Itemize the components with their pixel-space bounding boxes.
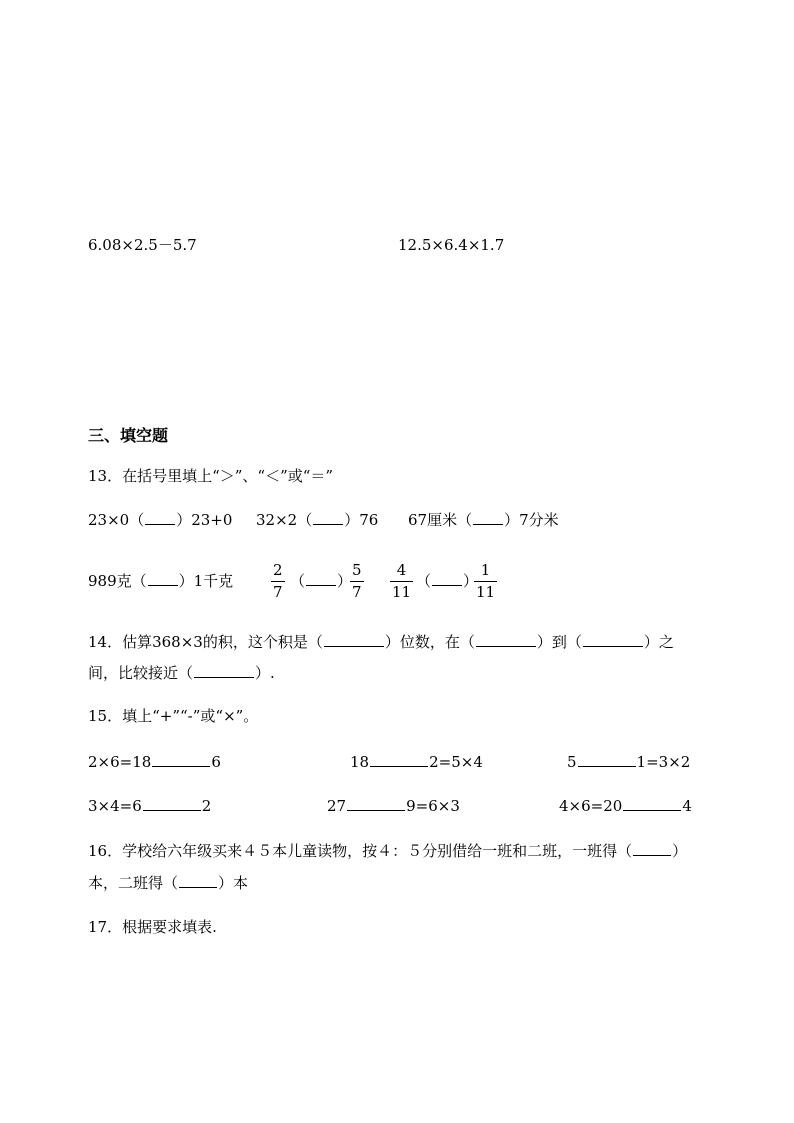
q15-r2-c3	[559, 799, 692, 814]
q14-text: ）位数，在（	[384, 633, 475, 651]
answer-blank[interactable]	[623, 809, 681, 811]
q15-expr-right: 9=6×3	[406, 797, 460, 815]
q16-text: 16．学校给六年级买来４５本儿童读物，按４：５分别借给一班和二班，一班得（	[88, 842, 633, 860]
q15-r1-c2	[350, 755, 483, 770]
q14-line1	[88, 635, 674, 650]
answer-blank[interactable]	[306, 584, 336, 586]
q13-row2-item3-blank	[416, 574, 478, 589]
q15-expr-left: 5	[567, 753, 577, 771]
fraction-numerator: 1	[480, 561, 491, 579]
q14-text: 14．估算368×3的积，这个积是（	[88, 633, 323, 651]
answer-blank[interactable]	[347, 809, 405, 811]
answer-blank[interactable]	[313, 523, 343, 525]
q16-line2	[88, 876, 248, 891]
q14-line2	[88, 666, 275, 681]
answer-blank[interactable]	[370, 765, 428, 767]
fraction-5-7	[350, 563, 364, 600]
answer-blank[interactable]	[432, 584, 462, 586]
fraction-denominator: 7	[273, 583, 283, 601]
q13-row1-item1-left: 23×0（	[88, 511, 145, 529]
fraction-denominator: 11	[392, 583, 412, 601]
q16-line1	[88, 844, 687, 859]
q15-r2-c2	[327, 799, 460, 814]
fraction-denominator: 11	[476, 583, 496, 601]
q13-row1-item3-left: 67厘米（	[408, 511, 473, 529]
q13-row1-item2	[256, 513, 378, 528]
fraction-4-11	[390, 563, 413, 600]
q15-prompt: 15．填上“+”“-”或“×”。	[88, 707, 259, 725]
fraction-1-11	[474, 563, 497, 600]
q13-row1-item3-right: ）7分米	[504, 511, 559, 529]
fraction-numerator: 5	[352, 561, 362, 579]
q16-text: ）本	[218, 874, 249, 892]
answer-blank[interactable]	[578, 765, 636, 767]
q15-expr-left: 2×6=18	[88, 753, 152, 771]
answer-blank[interactable]	[145, 523, 175, 525]
q15-expr-right: 4	[682, 797, 692, 815]
calc-expression-right: 12.5×6.4×1.7	[398, 236, 505, 254]
q13-row1-item2-left: 32×2（	[256, 511, 313, 529]
close-paren: ）	[463, 572, 479, 590]
fraction-2-7	[271, 563, 285, 600]
q16-text: ）	[672, 842, 688, 860]
answer-blank[interactable]	[476, 645, 536, 647]
q15-expr-right: 2	[201, 797, 212, 815]
fraction-numerator: 2	[273, 561, 283, 579]
q13-row2-item1-left: 989克（	[88, 572, 147, 590]
q13-prompt: 13．在括号里填上“＞”、“＜”或“＝”	[88, 467, 334, 485]
q15-r2-c1	[88, 799, 211, 814]
q14-text: ）.	[255, 664, 275, 682]
q14-text: ）之	[643, 633, 674, 651]
answer-blank[interactable]	[179, 886, 217, 888]
close-paren: ）	[337, 572, 353, 590]
q15-expr-left: 27	[327, 797, 347, 815]
q16-text: 本，二班得（	[88, 874, 179, 892]
q15-expr-left: 3×4=6	[88, 797, 142, 815]
q15-expr-right: 2=5×4	[429, 753, 483, 771]
answer-blank[interactable]	[633, 854, 671, 856]
q15-expr-left: 18	[350, 753, 370, 771]
q13-row1-item2-right: ）76	[344, 511, 379, 529]
q14-text: 间，比较接近（	[88, 664, 194, 682]
answer-blank[interactable]	[152, 765, 210, 767]
q15-expr-right: 1=3×2	[636, 753, 691, 771]
q15-expr-right: 6	[211, 753, 221, 771]
q15-expr-left: 4×6=20	[559, 797, 623, 815]
fraction-numerator: 4	[396, 561, 407, 579]
answer-blank[interactable]	[473, 523, 503, 525]
calc-expression-left: 6.08×2.5－5.7	[88, 236, 197, 254]
answer-blank[interactable]	[194, 676, 254, 678]
q14-text: ）到（	[536, 633, 582, 651]
section-heading: 三、填空题	[88, 426, 169, 445]
q13-row2-item1-right: ）1千克	[178, 572, 234, 590]
q13-row2-item1	[88, 574, 233, 589]
answer-blank[interactable]	[324, 645, 384, 647]
open-paren: （	[416, 572, 432, 590]
fraction-denominator: 7	[352, 583, 362, 601]
open-paren: （	[290, 572, 306, 590]
q15-r1-c3	[567, 755, 690, 770]
q13-row1-item1-right: ）23+0	[176, 511, 233, 529]
q15-r1-c1	[88, 755, 221, 770]
q13-row1-item1	[88, 513, 232, 528]
q13-row1-item3	[408, 513, 559, 528]
answer-blank[interactable]	[583, 645, 643, 647]
answer-blank[interactable]	[143, 809, 201, 811]
answer-blank[interactable]	[148, 584, 178, 586]
q13-row2-item2-blank	[290, 574, 352, 589]
q17-prompt: 17．根据要求填表.	[88, 918, 217, 936]
